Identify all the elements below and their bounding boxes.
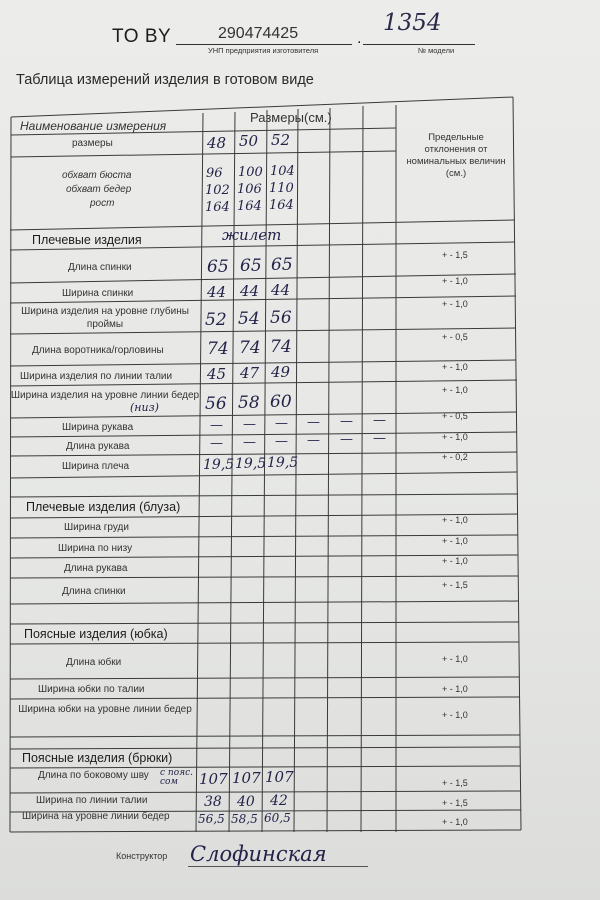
- row-tolerance: + - 1,0: [442, 299, 468, 309]
- row-value: —: [243, 435, 256, 450]
- row-value: 52: [205, 310, 227, 330]
- row-value: —: [210, 436, 223, 451]
- row-value: 44: [271, 281, 291, 299]
- name-column-header: Наименование измерения: [20, 119, 167, 133]
- size-48: 48: [207, 134, 227, 152]
- row-tolerance: + - 1,0: [442, 817, 468, 827]
- row-value: 44: [207, 283, 227, 301]
- row-tolerance: + - 1,0: [442, 432, 468, 442]
- hips-50: 106: [237, 182, 262, 197]
- row-tolerance: + - 1,5: [442, 798, 468, 808]
- size-52: 52: [271, 131, 291, 149]
- row-value: 58: [238, 393, 260, 413]
- row-value: 107: [265, 768, 294, 786]
- row-label: Длина юбки: [66, 657, 122, 668]
- row-value: —: [243, 417, 256, 432]
- row-value: 19,5: [267, 455, 299, 471]
- row-value: —: [340, 432, 353, 447]
- row-value: 74: [239, 338, 261, 358]
- row-value: —: [307, 415, 320, 430]
- model-number: 1354: [383, 10, 442, 36]
- row-value: 19,5: [203, 457, 235, 473]
- model-caption: № модели: [418, 46, 455, 55]
- signature-line: [188, 866, 368, 867]
- height-48: 164: [205, 200, 230, 215]
- unp-caption: УНП предприятия изготовителя: [208, 46, 319, 55]
- row-tolerance: + - 1,0: [442, 536, 468, 546]
- row-tolerance: + - 1,0: [442, 276, 468, 286]
- row-label: Ширина груди: [64, 522, 129, 533]
- row-value: 74: [207, 339, 229, 359]
- row-note: (низ): [130, 401, 159, 414]
- sizes-column-header: Размеры(см.): [250, 110, 332, 125]
- hips-48: 102: [205, 183, 230, 198]
- row-value: 49: [271, 363, 291, 381]
- row-label: Ширина по низу: [58, 543, 133, 554]
- row-label: Длина спинки: [62, 586, 126, 597]
- row-label: Длина спинки: [68, 262, 132, 273]
- hips-label: обхват бедер: [66, 184, 132, 195]
- row-label: Ширина изделия на уровне линии бедер: [10, 390, 200, 401]
- row-value: 47: [240, 364, 260, 382]
- row-value: 54: [238, 309, 260, 329]
- row-value: —: [275, 416, 288, 431]
- row-tolerance: + - 0,2: [442, 452, 468, 462]
- row-value: 60,5: [264, 811, 291, 825]
- document-title: Таблица измерений изделия в готовом виде: [16, 72, 314, 88]
- height-52: 164: [269, 198, 294, 213]
- row-tolerance: + - 1,0: [442, 684, 468, 694]
- section-skirt-title: Поясные изделия (юбка): [24, 627, 168, 641]
- row-value: 107: [199, 770, 228, 788]
- row-note: с пояс. сом: [160, 768, 193, 787]
- height-50: 164: [237, 199, 262, 214]
- row-value: —: [373, 413, 386, 428]
- sizes-row-label: размеры: [72, 138, 113, 149]
- constructor-signature: Слофинская: [190, 842, 327, 866]
- row-value: 56,5: [198, 812, 225, 826]
- unp-value: 290474425: [218, 25, 299, 42]
- row-label: Ширина на уровне линии бедер: [22, 811, 170, 822]
- row-value: —: [210, 418, 223, 433]
- row-label: Ширина юбки по талии: [38, 684, 145, 695]
- section-trousers-title: Поясные изделия (брюки): [22, 751, 173, 765]
- row-label: Ширина изделия по линии талии: [20, 371, 173, 382]
- row-tolerance: + - 0,5: [442, 411, 468, 421]
- row-label: Ширина плеча: [62, 461, 130, 472]
- row-label: Длина воротника/горловины: [32, 345, 164, 356]
- row-label: Ширина изделия на уровне глубины проймы: [21, 306, 189, 330]
- row-label: Длина рукава: [66, 441, 130, 452]
- row-tolerance: + - 1,0: [442, 710, 468, 720]
- to-by-label: TO BY: [112, 26, 172, 47]
- row-value: 74: [270, 337, 292, 357]
- size-50: 50: [239, 132, 259, 150]
- row-value: 19,5: [235, 456, 267, 472]
- row-value: 60: [270, 392, 292, 412]
- row-label: Ширина рукава: [62, 422, 134, 433]
- row-value: —: [373, 431, 386, 446]
- height-label: рост: [90, 198, 115, 209]
- row-value: —: [340, 414, 353, 429]
- row-tolerance: + - 1,0: [442, 515, 468, 525]
- row-tolerance: + - 1,5: [442, 250, 468, 260]
- bust-50: 100: [238, 165, 263, 180]
- row-value: 40: [237, 794, 255, 810]
- row-tolerance: + - 1,0: [442, 556, 468, 566]
- row-label: Ширина по линии талии: [36, 795, 148, 806]
- row-value: 38: [204, 794, 222, 810]
- section-blouse-title: Плечевые изделия (блуза): [26, 500, 181, 514]
- row-value: 42: [270, 793, 288, 809]
- hips-52: 110: [269, 181, 294, 196]
- row-tolerance: + - 1,5: [442, 778, 468, 788]
- constructor-label: Конструктор: [116, 851, 168, 861]
- section-vest-title: Плечевые изделия: [32, 233, 142, 247]
- row-value: 56: [270, 308, 292, 328]
- header-dot: .: [357, 30, 362, 47]
- bust-48: 96: [206, 166, 223, 181]
- row-value: 65: [240, 256, 262, 276]
- row-tolerance: + - 0,5: [442, 332, 468, 342]
- tolerance-column-header: Предельные отклонения от номинальных величин (см.): [406, 132, 506, 179]
- row-value: —: [275, 434, 288, 449]
- row-value: 65: [207, 257, 229, 277]
- bust-52: 104: [270, 164, 295, 179]
- row-label: Ширина спинки: [62, 288, 134, 299]
- row-tolerance: + - 1,5: [442, 580, 468, 590]
- row-tolerance: + - 1,0: [442, 362, 468, 372]
- row-value: 65: [271, 255, 293, 275]
- row-value: 58,5: [231, 812, 258, 826]
- row-label: Длина рукава: [64, 563, 128, 574]
- row-value: —: [307, 433, 320, 448]
- bust-label: обхват бюста: [62, 170, 132, 181]
- row-value: 44: [240, 282, 260, 300]
- row-label: Ширина юбки на уровне линии бедер: [18, 704, 192, 715]
- product-type: жилет: [222, 226, 282, 244]
- row-value: 107: [232, 769, 261, 787]
- row-tolerance: + - 1,0: [442, 385, 468, 395]
- row-label: Длина по боковому шву: [38, 770, 149, 781]
- row-tolerance: + - 1,0: [442, 654, 468, 664]
- row-value: 45: [207, 365, 227, 383]
- row-value: 56: [205, 394, 227, 414]
